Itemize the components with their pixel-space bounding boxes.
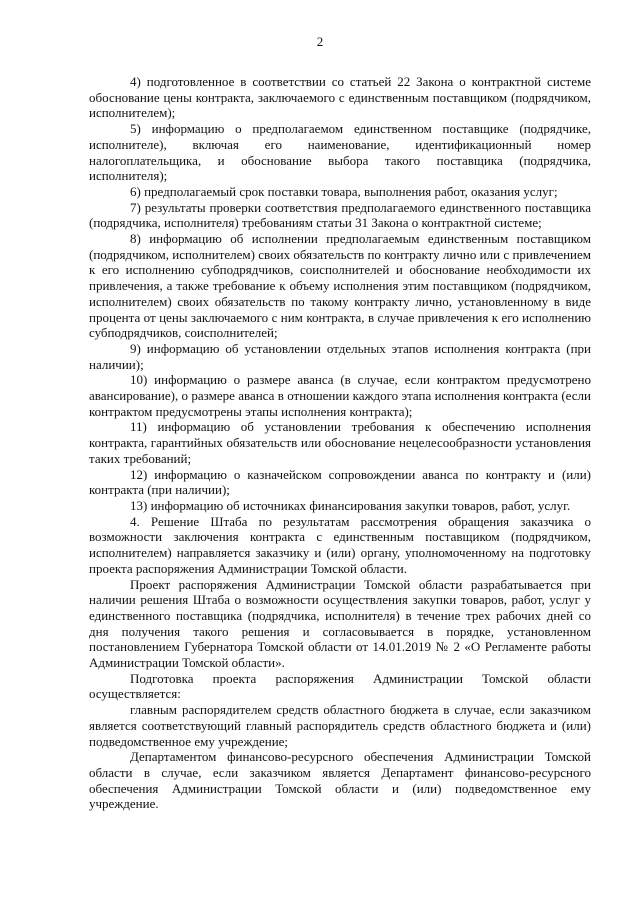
paragraph-chief-manager: главным распорядителем средств областного бюджета в случае, если заказчиком является соответствующий главный распорядитель средств областного бюджета и (или) подведомственное ему учреждение; — [89, 702, 591, 749]
page-number: 2 — [316, 34, 324, 49]
paragraph-item-7: 7) результаты проверки соответствия предполагаемого единственного поставщика (подрядчика, исполнителя) требованиям статьи 31 Закона о контрактной системе; — [89, 199, 591, 231]
paragraph-item-12: 12) информацию о казначейском сопровождении аванса по контракту и (или) контракта (при наличии); — [89, 466, 591, 498]
paragraph-item-4: 4) подготовленное в соответствии со статьей 22 Закона о контрактной системе обоснование цены контракта, заключаемого с единственным поставщиком (подрядчиком, исполнителем); — [89, 74, 591, 121]
paragraph-finance-department: Департаментом финансово-ресурсного обеспечения Администрации Томской области в случае, если заказчиком является Департамент финансово-ресурсного обеспечения Администрации Томской области и (или) подведомственное ему учреждение. — [89, 749, 591, 812]
paragraph-item-5: 5) информацию о предполагаемом единственном поставщике (подрядчике, исполнителе), включая его наименование, идентификационный номер налогоплательщика, и обоснование выбора такого поставщика (подрядчика, исполнителя); — [89, 121, 591, 184]
paragraph-preparation-intro: Подготовка проекта распоряжения Администрации Томской области осуществляется: — [89, 670, 591, 702]
document-body — [89, 74, 591, 812]
paragraph-item-10: 10) информацию о размере аванса (в случае, если контрактом предусмотрено авансирование), о размере аванса в отношении каждого этапа исполнения контракта (если контрактом предусмотрены этапы исполнения контракта); — [89, 372, 591, 419]
paragraph-item-6: 6) предполагаемый срок поставки товара, выполнения работ, оказания услуг; — [130, 183, 558, 199]
paragraph-item-11: 11) информацию об установлении требования к обеспечению исполнения контракта, гарантийных обязательств или обоснование нецелесообразности установления таких требований; — [89, 419, 591, 466]
paragraph-draft-order: Проект распоряжения Администрации Томской области разрабатывается при наличии решения Штаба о возможности осуществления закупки товаров, работ, услуг у единственного поставщика (подрядчика, исполнителя) в течение трех рабочих дней со дня получения такого решения и согласовывается в порядке, установленном постановлением Губернатора Томской области от 14.01.2019 № 2 «О Регламенте работы Администрации Томской области». — [89, 576, 591, 671]
paragraph-item-8: 8) информацию об исполнении предполагаемым единственным поставщиком (подрядчиком, исполнителем) своих обязательств по контракту лично или с привлечением к его исполнению субподрядчиков, соисполнителей и обоснование необходимости их привлечения, а также требование к объему исполнения этим поставщиком (подрядчиком, исполнителем) своих обязательств по такому контракту лично, установленному в виде процента от цены заключаемого с ним контракта, в случае привлечения к его исполнению субподрядчиков, соисполнителей; — [89, 231, 591, 341]
paragraph-item-9: 9) информацию об установлении отдельных этапов исполнения контракта (при наличии); — [89, 340, 591, 372]
paragraph-item-13: 13) информацию об источниках финансирования закупки товаров, работ, услуг. — [130, 497, 571, 513]
paragraph-section-4: 4. Решение Штаба по результатам рассмотрения обращения заказчика о возможности заключения контракта с единственным поставщиком (подрядчиком, исполнителем) направляется заказчику и (или) органу, уполномоченному на подготовку проекта распоряжения Администрации Томской области. — [89, 513, 591, 576]
